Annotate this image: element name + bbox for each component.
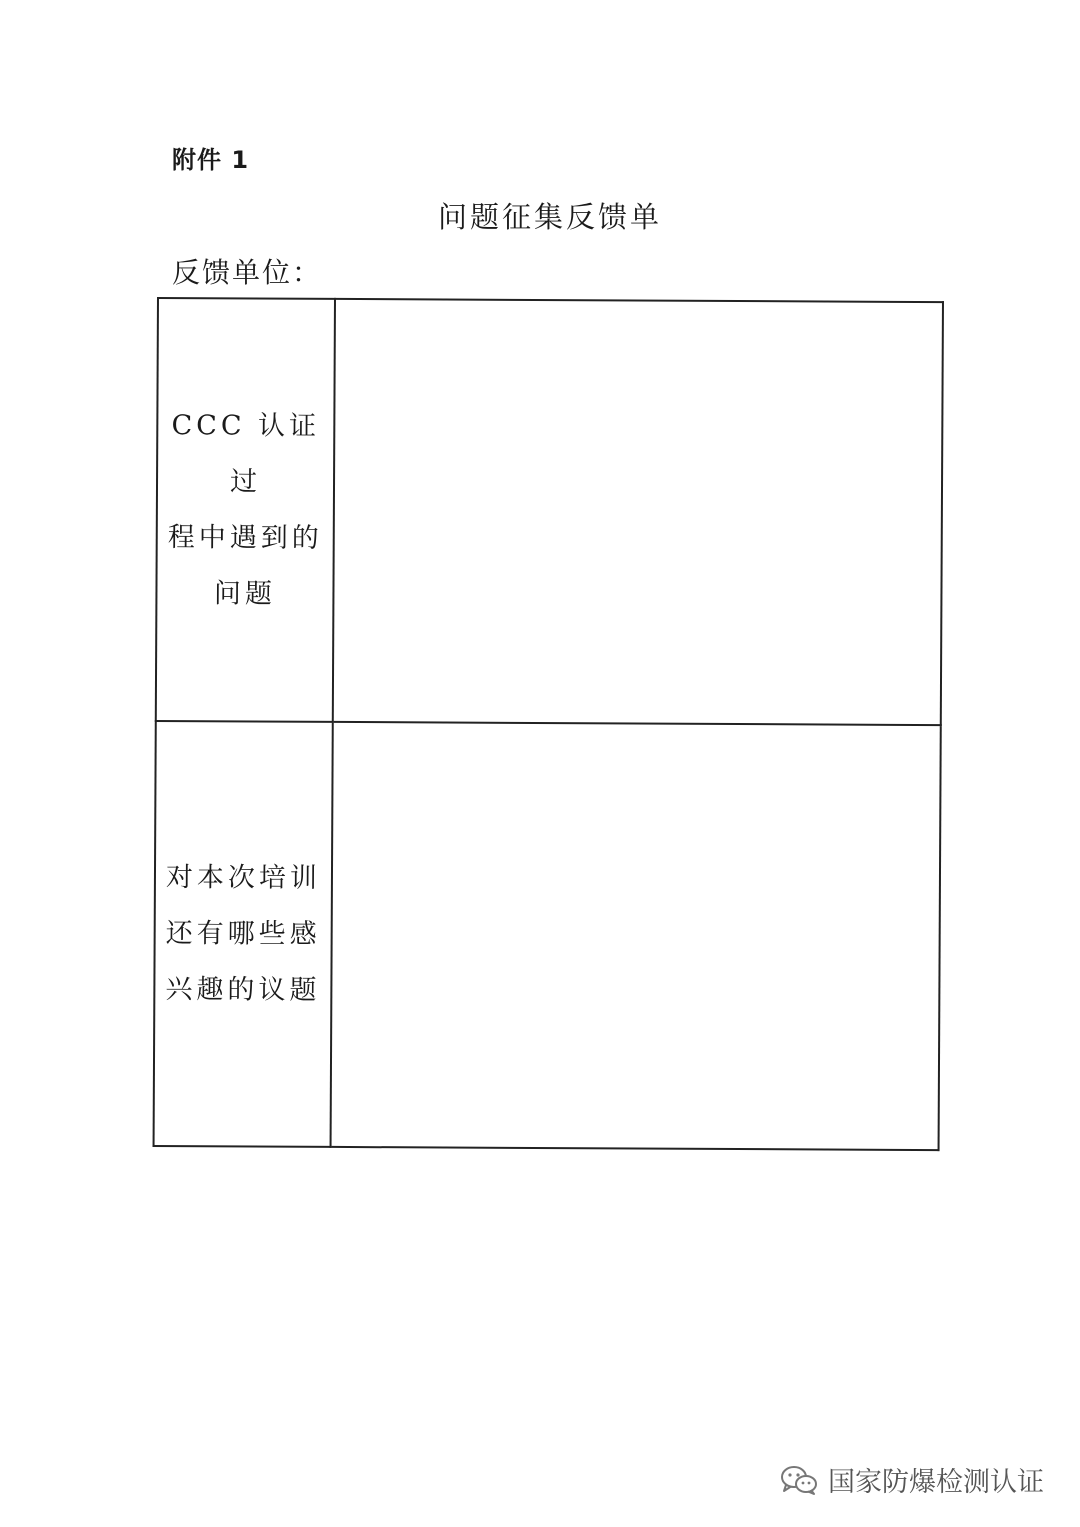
attachment-label: 附件 1 (172, 146, 250, 174)
row-label-cell (156, 298, 335, 722)
table-row (154, 721, 941, 1150)
table-row (156, 298, 943, 725)
watermark-text: 国家防爆检测认证 (828, 1467, 1044, 1498)
answer-cell-training-topics (331, 722, 941, 1150)
feedback-unit-label: 反馈单位： (172, 256, 323, 289)
row-label-cell (154, 721, 333, 1147)
answer-cell-ccc-problems (333, 299, 943, 725)
wechat-icon (780, 1465, 818, 1495)
watermark (780, 1460, 1044, 1499)
row-label-ccc-problems: CCC 认证过 程中遇到的 问题 (167, 409, 323, 610)
row-label-training-topics: 对本次培训 还有哪些感 兴趣的议题 (165, 861, 322, 1006)
feedback-table (153, 297, 944, 1151)
form-title: 问题征集反馈单 (437, 200, 662, 234)
